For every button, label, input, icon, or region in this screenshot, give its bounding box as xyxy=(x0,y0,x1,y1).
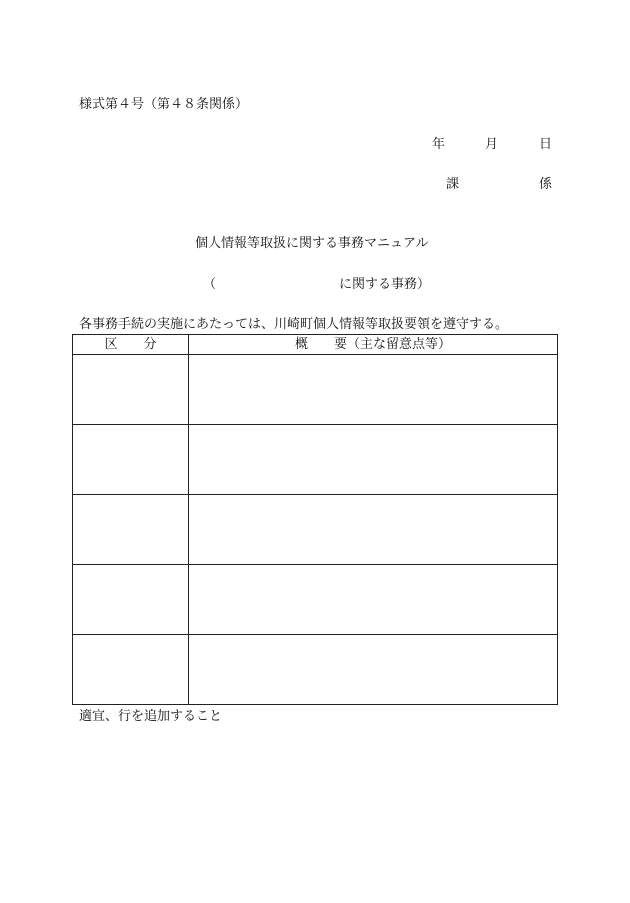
summary-cell[interactable] xyxy=(189,425,558,495)
manual-table xyxy=(72,334,558,705)
instruction-text: 各事務手続の実施にあたっては、川崎町個人情報等取扱要領を遵守する。 xyxy=(79,317,509,332)
date-month-label: 月 xyxy=(485,137,499,152)
table-row xyxy=(73,565,558,635)
dept-section-label: 課 xyxy=(446,177,460,192)
category-cell[interactable] xyxy=(73,355,189,425)
category-cell[interactable] xyxy=(73,495,189,565)
summary-cell[interactable] xyxy=(189,495,558,565)
subtitle-suffix: に関する事務） xyxy=(339,277,431,292)
document-title: 個人情報等取扱に関する事務マニュアル xyxy=(195,236,429,251)
category-cell[interactable] xyxy=(73,565,189,635)
table-row xyxy=(73,635,558,705)
table-header-row xyxy=(73,335,558,355)
summary-cell[interactable] xyxy=(189,355,558,425)
header-category: 区 分 xyxy=(73,335,189,355)
subtitle-paren-open: （ xyxy=(203,277,217,292)
form-number: 様式第４号（第４８条関係） xyxy=(79,97,249,112)
category-cell[interactable] xyxy=(73,635,189,705)
category-cell[interactable] xyxy=(73,425,189,495)
footnote: 適宜、行を追加すること xyxy=(79,709,223,724)
date-year-label: 年 xyxy=(432,137,446,152)
summary-cell[interactable] xyxy=(189,635,558,705)
table-row xyxy=(73,495,558,565)
table-row xyxy=(73,355,558,425)
table-row xyxy=(73,425,558,495)
date-day-label: 日 xyxy=(539,137,553,152)
dept-subsection-label: 係 xyxy=(539,177,553,192)
header-summary: 概 要（主な留意点等） xyxy=(189,335,558,355)
summary-cell[interactable] xyxy=(189,565,558,635)
